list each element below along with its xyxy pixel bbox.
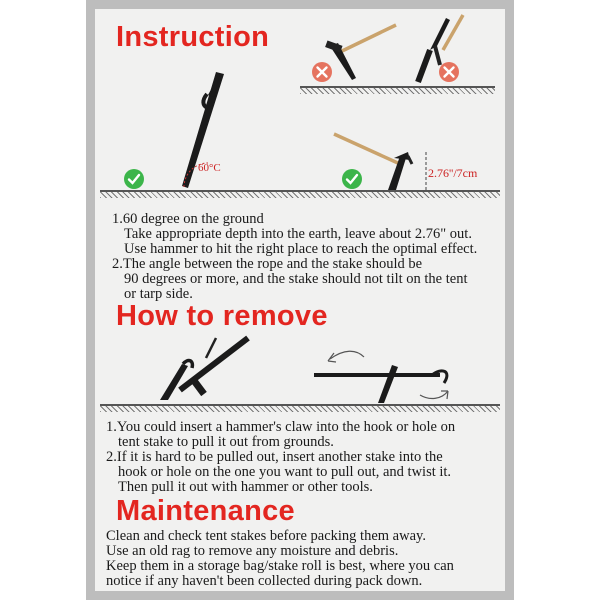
maintenance-heading: Maintenance [116, 495, 295, 527]
maintenance-line: Use an old rag to remove any moisture and debris. [106, 543, 399, 559]
correct-mark-icon [123, 168, 145, 190]
wrong-mark-icon [311, 61, 333, 83]
depth-label: 2.76''/7cm [428, 166, 478, 180]
instruction-line: 2.The angle between the rope and the stake should be [112, 256, 423, 272]
instruction-line: Use hammer to hit the right place to reach the optimal effect. [124, 241, 478, 257]
hammer-claw-removal-illustration [150, 330, 260, 405]
maintenance-line: Keep them in a storage bag/stake roll is best, where you can [106, 558, 454, 574]
maintenance-line: Clean and check tent stakes before packing them away. [106, 528, 426, 544]
ground-line-remove [100, 404, 500, 412]
remove-heading: How to remove [116, 300, 328, 332]
maintenance-line: notice if any haven't been collected during pack down. [106, 573, 423, 589]
wrong-mark-icon [438, 61, 460, 83]
remove-line: hook or hole on the one you want to pull out, and twist it. [118, 464, 452, 480]
maintenance-text [106, 529, 502, 589]
remove-line: Then pull it out with hammer or other tools. [118, 479, 373, 495]
correct-stake-angle-illustration [150, 60, 250, 195]
instruction-line: 90 degrees or more, and the stake should not tilt on the tent [124, 271, 468, 287]
instruction-text [112, 212, 504, 302]
remove-line: 1.You could insert a hammer's claw into the hook or hole on [106, 419, 456, 435]
remove-text [106, 420, 502, 495]
remove-line: 2.If it is hard to be pulled out, insert another stake into the [106, 449, 443, 465]
twist-stake-removal-illustration [310, 345, 470, 405]
correct-mark-icon [341, 168, 363, 190]
angle-label: 60°C [198, 162, 221, 174]
instruction-line: 1.60 degree on the ground [112, 211, 264, 227]
instruction-heading: Instruction [116, 21, 270, 53]
remove-line: tent stake to pull it out from grounds. [118, 434, 334, 450]
instruction-line: Take appropriate depth into the earth, leave about 2.76" out. [124, 226, 472, 242]
instruction-line: or tarp side. [124, 286, 193, 302]
